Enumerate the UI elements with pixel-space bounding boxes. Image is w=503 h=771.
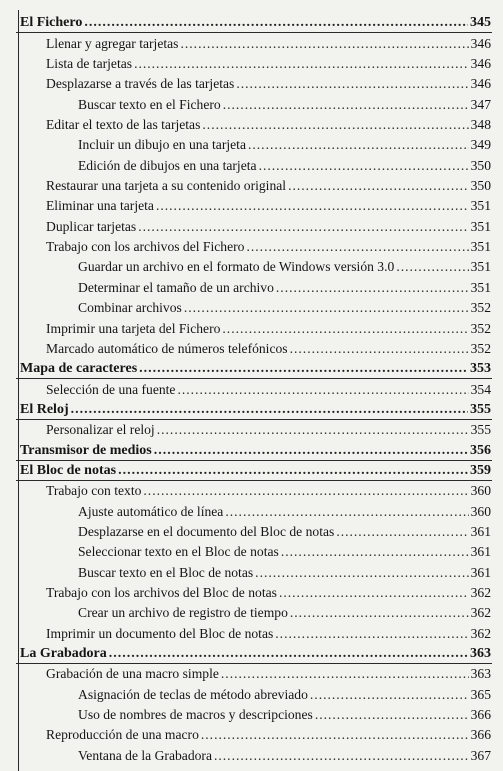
toc-entry <box>16 722 492 742</box>
toc-entry-label: Combinar archivos <box>78 300 182 316</box>
toc-page-number: 351 <box>470 259 491 275</box>
toc-dot-leader <box>138 219 468 234</box>
toc-dot-leader <box>336 524 468 539</box>
toc-entry <box>16 91 492 111</box>
toc-entry-label: Lista de tarjetas <box>46 56 133 72</box>
toc-dot-leader <box>221 666 469 681</box>
toc-dot-leader <box>177 382 468 397</box>
toc-dot-leader <box>84 15 468 30</box>
toc-entry-label: Transmisor de medios <box>20 442 152 458</box>
toc-entry-label: Desplazarse en el documento del Bloc de notas <box>78 523 335 539</box>
toc-entry <box>16 600 492 620</box>
toc-dot-leader <box>281 544 469 559</box>
toc-section-entry <box>16 437 492 457</box>
toc-entry-label: Asignación de teclas de método abreviado <box>78 686 308 702</box>
toc-entry <box>16 132 492 152</box>
toc-dot-leader <box>310 687 469 702</box>
toc-entry <box>16 254 492 274</box>
toc-entry <box>16 30 492 50</box>
toc-page-number: 352 <box>470 300 491 316</box>
toc-entry-label: El Reloj <box>20 401 69 417</box>
toc-entry-label: Imprimir una tarjeta del Fichero <box>46 320 221 336</box>
toc-page-number: 350 <box>470 178 491 194</box>
toc-entry <box>16 417 492 437</box>
toc-entry-label: Buscar texto en el Bloc de notas <box>78 564 254 580</box>
toc-entry-label: Eliminar una tarjeta <box>46 198 154 214</box>
toc-page-number: 365 <box>470 686 491 702</box>
toc-dot-leader <box>223 97 469 112</box>
toc-page-number: 350 <box>470 157 491 173</box>
toc-entry-label: Guardar un archivo en el formato de Windows versión 3.0 <box>78 259 395 275</box>
toc-page-number: 366 <box>470 727 491 743</box>
toc-entry-label: El Fichero <box>20 15 83 31</box>
toc-dot-leader <box>246 239 468 254</box>
toc-section-entry <box>16 458 492 478</box>
toc-entry-label: Reproducción de una macro <box>46 727 199 743</box>
toc-entry <box>16 702 492 722</box>
toc-section-entry <box>16 356 492 376</box>
toc-dot-leader <box>157 422 469 437</box>
toc-page-number: 361 <box>470 544 491 560</box>
toc-entry <box>16 498 492 518</box>
toc-dot-leader <box>236 76 468 91</box>
toc-entry <box>16 112 492 132</box>
toc-dot-leader <box>139 361 468 376</box>
toc-entry <box>16 661 492 681</box>
toc-dot-leader <box>396 259 468 274</box>
toc-entry-label: Uso de nombres de macros y descripciones <box>78 707 313 723</box>
toc-section-entry <box>16 641 492 661</box>
toc-entry <box>16 71 492 91</box>
toc-entry <box>16 315 492 335</box>
toc-page-number: 351 <box>470 198 491 214</box>
toc-dot-leader <box>118 463 468 478</box>
toc-dot-leader <box>225 504 468 519</box>
toc-entry <box>16 234 492 254</box>
toc-entry-label: Buscar texto en el Fichero <box>78 96 221 112</box>
toc-entry-label: Trabajo con los archivos del Fichero <box>46 239 245 255</box>
toc-page-number: 360 <box>470 503 491 519</box>
toc-dot-leader <box>248 137 469 152</box>
toc-entry <box>16 213 492 233</box>
toc-dot-leader <box>288 178 469 193</box>
toc-dot-leader <box>202 117 468 132</box>
toc-page-number: 366 <box>470 707 491 723</box>
toc-dot-leader <box>134 56 469 71</box>
toc-entry <box>16 559 492 579</box>
toc-page-number: 363 <box>470 666 491 682</box>
toc-entry-label: Selección de una fuente <box>46 381 176 397</box>
toc-section-entry <box>16 397 492 417</box>
toc-entry <box>16 336 492 356</box>
toc-dot-leader <box>109 646 468 661</box>
toc-page-number: 360 <box>470 483 491 499</box>
toc-page-number: 351 <box>470 279 491 295</box>
toc-entry-label: Ventana de la Grabadora <box>78 747 212 763</box>
toc-entry-label: El Bloc de notas <box>20 462 117 478</box>
toc-entry-label: Mapa de caracteres <box>20 361 138 377</box>
toc-dot-leader <box>275 626 468 641</box>
toc-dot-leader <box>259 158 469 173</box>
toc-page-number: 352 <box>470 320 491 336</box>
toc-entry-label: Seleccionar texto en el Bloc de notas <box>78 544 279 560</box>
toc-page-number: 362 <box>470 605 491 621</box>
toc-entry <box>16 376 492 396</box>
table-of-contents <box>16 10 492 763</box>
toc-entry-label: Personalizar el reloj <box>46 422 155 438</box>
toc-page-number: 362 <box>470 625 491 641</box>
toc-entry-label: La Grabadora <box>20 646 107 661</box>
toc-dot-leader <box>143 483 468 498</box>
toc-dot-leader <box>290 605 469 620</box>
toc-dot-leader <box>156 198 469 213</box>
toc-entry-label: Incluir un dibujo en una tarjeta <box>78 137 246 153</box>
toc-entry <box>16 193 492 213</box>
toc-dot-leader <box>180 36 468 51</box>
toc-page-number: 348 <box>470 117 491 133</box>
toc-page-number: 361 <box>470 523 491 539</box>
toc-page-number: 351 <box>470 239 491 255</box>
toc-entry <box>16 173 492 193</box>
toc-entry-label: Desplazarse a través de las tarjetas <box>46 76 235 92</box>
toc-entry-label: Marcado automático de números telefónicos <box>46 340 288 356</box>
toc-page-number: 367 <box>470 747 491 763</box>
toc-dot-leader <box>184 300 469 315</box>
toc-page-number: 359 <box>470 462 491 478</box>
toc-page-number: 362 <box>470 584 491 600</box>
toc-entry-label: Llenar y agregar tarjetas <box>46 35 179 51</box>
toc-page-number: 355 <box>470 401 491 417</box>
toc-entry <box>16 539 492 559</box>
toc-entry-label: Trabajo con los archivos del Bloc de notas <box>46 584 277 600</box>
toc-entry <box>16 478 492 498</box>
toc-page-number: 349 <box>470 137 491 153</box>
toc-page-number: 346 <box>470 76 491 92</box>
toc-page-number: 353 <box>470 361 491 377</box>
toc-dot-leader <box>279 585 469 600</box>
toc-entry <box>16 295 492 315</box>
toc-page-number: 345 <box>470 15 491 31</box>
toc-entry-label: Edición de dibujos en una tarjeta <box>78 157 257 173</box>
toc-dot-leader <box>222 321 468 336</box>
toc-entry <box>16 519 492 539</box>
toc-entry-label: Determinar el tamaño de un archivo <box>78 279 274 295</box>
toc-entry <box>16 580 492 600</box>
toc-entry <box>16 742 492 762</box>
toc-page-number: 347 <box>470 96 491 112</box>
toc-page-number: 351 <box>470 218 491 234</box>
toc-page-number: 346 <box>470 56 491 72</box>
toc-page-number: 354 <box>470 381 491 397</box>
toc-entry-label: Trabajo con texto <box>46 483 142 499</box>
toc-entry <box>16 274 492 294</box>
toc-entry <box>16 152 492 172</box>
toc-dot-leader <box>315 707 469 722</box>
toc-entry <box>16 681 492 701</box>
toc-entry-label: Imprimir un documento del Bloc de notas <box>46 625 274 641</box>
toc-page-number: 352 <box>470 340 491 356</box>
toc-dot-leader <box>255 565 468 580</box>
toc-dot-leader <box>290 341 469 356</box>
toc-page-number: 363 <box>470 646 491 661</box>
toc-page-number: 361 <box>470 564 491 580</box>
toc-section-entry <box>16 10 492 30</box>
toc-dot-leader <box>201 727 469 742</box>
toc-entry-label: Editar el texto de las tarjetas <box>46 117 201 133</box>
toc-entry-label: Restaurar una tarjeta a su contenido original <box>46 178 287 194</box>
toc-entry-label: Ajuste automático de línea <box>78 503 224 519</box>
toc-entry <box>16 620 492 640</box>
toc-page-number: 356 <box>470 442 491 458</box>
toc-entry-label: Crear un archivo de registro de tiempo <box>78 605 288 621</box>
toc-dot-leader <box>214 748 469 763</box>
toc-entry-label: Grabación de una macro simple <box>46 666 219 682</box>
toc-dot-leader <box>154 443 468 458</box>
toc-entry <box>16 51 492 71</box>
toc-dot-leader <box>276 280 469 295</box>
toc-page-number: 346 <box>470 35 491 51</box>
toc-entry-label: Duplicar tarjetas <box>46 218 137 234</box>
toc-page-number: 355 <box>470 422 491 438</box>
toc-dot-leader <box>71 402 468 417</box>
